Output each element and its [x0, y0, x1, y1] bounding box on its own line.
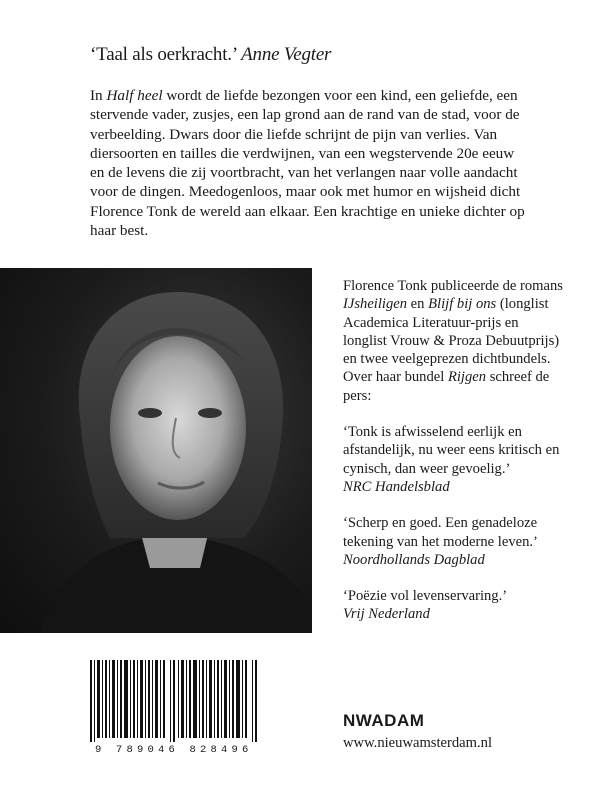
barcode [90, 660, 258, 742]
author-bio [343, 277, 563, 642]
bio-text: (longlist Academica Literatuur-prijs en longlist Vrouw & Proza Debuutprijs) en twee veelgeprezen dichtbundels. Over haar bundel [343, 296, 560, 386]
bio-book-title: Rijgen [447, 369, 487, 386]
isbn-number: 9 789046 828496 [95, 744, 253, 756]
publisher-url[interactable]: www.nieuwamsterdam.nl [343, 735, 493, 751]
review-quote [343, 587, 563, 624]
review-quote [343, 423, 563, 496]
author-photo [0, 268, 312, 633]
blurb-book-title: Half heel [106, 87, 163, 104]
book-blurb [90, 86, 530, 240]
review-text: ‘Tonk is afwisselend eerlijk en afstandelijk, nu weer eens kritisch en cynisch, dan weer gevoelig.’ [343, 424, 560, 477]
review-text: ‘Poëzie vol levenservaring.’ [343, 588, 508, 605]
back-cover-headline [90, 44, 331, 66]
blurb-intro: In [90, 87, 107, 104]
publisher-logo: NWADAM [343, 711, 425, 730]
review-quote [343, 514, 563, 569]
review-source: Noordhollands Dagblad [343, 551, 485, 568]
bio-text: Florence Tonk publiceerde de romans [343, 278, 563, 294]
bio-text: schreef de pers: [343, 369, 550, 404]
bio-book-title: Blijf bij ons [428, 296, 497, 313]
review-source: Vrij Nederland [343, 606, 430, 623]
review-text: ‘Scherp en goed. Een genadeloze tekening van het moderne leven.’ [343, 515, 538, 550]
blurb-text: wordt de liefde bezongen voor een kind, een geliefde, een stervende vader, zusjes, een lap grond aan de rand van de stad, voor de verbeelding. Dwars door die liefde schrijnt de pijn van verlies. Van diersoorten en tailles die verdwijnen, van een wegstervende 20e eeuw en de levens die zij voortbracht, van het verlangen naar volle aandacht voor de dingen. Meedogenloos, maar ook met humor en wijsheid dicht Florence Tonk de wereld aan elkaar. Een krachtige en unieke dichter op haar best. [90, 87, 525, 240]
headline-quote: ‘Taal als oerkracht.’ [90, 44, 237, 65]
bio-text: en [407, 296, 429, 313]
headline-author: Anne Vegter [241, 44, 332, 65]
bio-paragraph [343, 277, 563, 405]
review-source: NRC Handelsblad [343, 478, 450, 495]
author-portrait-illustration [0, 268, 312, 633]
bio-book-title: IJsheiligen [343, 296, 408, 313]
